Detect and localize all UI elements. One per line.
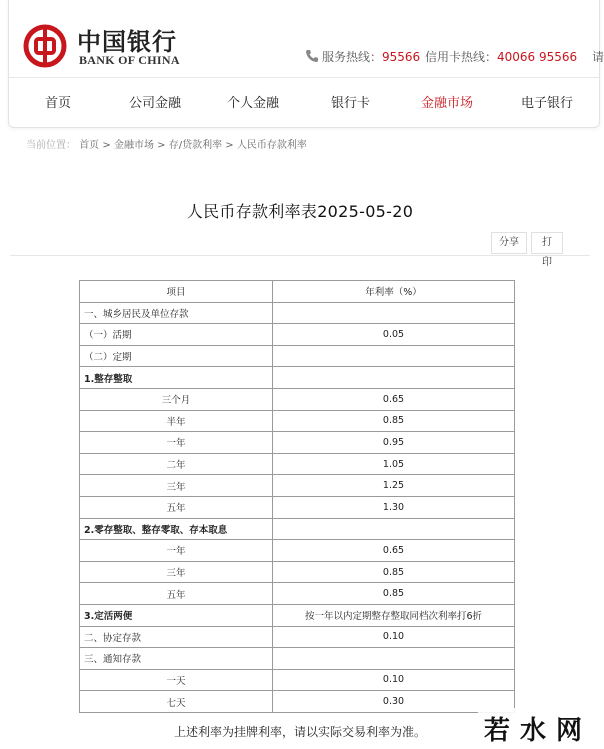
- table-header-row: [80, 281, 515, 303]
- header-divider: [9, 77, 599, 78]
- row-name: （一）活期: [80, 324, 273, 346]
- row-rate: 0.85: [273, 583, 515, 605]
- breadcrumb-current: 人民币存款利率: [236, 140, 307, 151]
- row-name: 二年: [80, 453, 273, 475]
- row-rate: 0.30: [273, 691, 515, 713]
- table-row: [80, 496, 515, 518]
- breadcrumb-prefix: 当前位置：: [26, 140, 76, 151]
- bank-logo[interactable]: [23, 18, 233, 74]
- credit-hotline-label: 信用卡热线：: [425, 50, 498, 64]
- header-annual-rate: 年利率（%）: [273, 281, 515, 303]
- row-name: 三、通知存款: [80, 648, 273, 670]
- table-row: [80, 604, 515, 626]
- credit-hotline-number[interactable]: 40066 95566: [497, 50, 578, 64]
- table-row: [80, 475, 515, 497]
- service-hotline: [305, 48, 420, 65]
- phone-icon: [305, 49, 319, 63]
- breadcrumb-rates[interactable]: 存/贷款利率: [168, 140, 223, 151]
- nav-item-corporate[interactable]: 公司金融: [129, 96, 182, 111]
- service-hotline-number[interactable]: 95566: [382, 50, 421, 64]
- main-nav: [9, 92, 601, 114]
- breadcrumb-home[interactable]: 首页: [79, 140, 100, 151]
- table-row: [80, 583, 515, 605]
- row-name: 半年: [80, 410, 273, 432]
- credit-card-hotline: [425, 48, 577, 65]
- page-title: 人民币存款利率表2025-05-20: [186, 202, 414, 221]
- table-row: [80, 561, 515, 583]
- row-name: 一天: [80, 669, 273, 691]
- row-rate: 0.65: [273, 540, 515, 562]
- watermark-text: 若水网: [484, 716, 593, 746]
- service-hotline-label: 服务热线：: [322, 50, 383, 64]
- row-rate: 0.10: [273, 669, 515, 691]
- boc-logo-icon: [23, 24, 67, 68]
- table-row: [80, 410, 515, 432]
- row-name: （二）定期: [80, 345, 273, 367]
- row-name: 二、协定存款: [80, 626, 273, 648]
- row-rate: [273, 302, 515, 324]
- row-rate: [273, 518, 515, 540]
- table-row: [80, 669, 515, 691]
- row-rate: 1.30: [273, 496, 515, 518]
- row-rate: 0.85: [273, 561, 515, 583]
- breadcrumb-separator: >: [102, 140, 111, 151]
- table-row: [80, 345, 515, 367]
- site-header: [8, 0, 604, 128]
- title-divider: [10, 255, 590, 256]
- row-name: 三年: [80, 475, 273, 497]
- share-button[interactable]: 分享: [491, 232, 527, 254]
- nav-item-financial-markets[interactable]: 金融市场: [421, 96, 474, 111]
- row-name: 五年: [80, 496, 273, 518]
- print-button[interactable]: 打印: [531, 232, 563, 254]
- row-rate: 1.25: [273, 475, 515, 497]
- row-rate: 0.85: [273, 410, 515, 432]
- row-rate: 按一年以内定期整存整取同档次利率打6折: [273, 604, 515, 626]
- row-rate: [273, 648, 515, 670]
- row-rate: 0.10: [273, 626, 515, 648]
- table-row: [80, 367, 515, 389]
- row-name: 三年: [80, 561, 273, 583]
- table-row: [80, 540, 515, 562]
- nav-item-cards[interactable]: 银行卡: [331, 96, 371, 111]
- row-name: 1.整存整取: [80, 367, 273, 389]
- breadcrumb-financial-markets[interactable]: 金融市场: [113, 140, 154, 151]
- row-name: 一年: [80, 540, 273, 562]
- table-row: [80, 302, 515, 324]
- nav-item-personal[interactable]: 个人金融: [227, 96, 280, 111]
- table-row: [80, 626, 515, 648]
- row-rate: [273, 345, 515, 367]
- table-row: [80, 648, 515, 670]
- logo-english-name: BANK OF CHINA: [79, 53, 180, 67]
- nav-item-e-banking[interactable]: 电子银行: [521, 96, 574, 111]
- deposit-rate-table: [79, 280, 515, 713]
- footer-note: 上述利率为挂牌利率，请以实际交易利率为准。: [173, 725, 426, 739]
- table-row: [80, 388, 515, 410]
- table-row: [80, 518, 515, 540]
- row-rate: 0.65: [273, 388, 515, 410]
- row-name: 三个月: [80, 388, 273, 410]
- breadcrumb-separator: >: [225, 140, 234, 151]
- breadcrumb: [26, 136, 307, 151]
- row-name: 一、城乡居民及单位存款: [80, 302, 273, 324]
- breadcrumb-separator: >: [157, 140, 166, 151]
- logo-chinese-name: 中国银行: [77, 27, 177, 56]
- table-row: [80, 324, 515, 346]
- header-cut-link[interactable]: 请: [592, 50, 604, 64]
- row-name: 一年: [80, 432, 273, 454]
- row-name: 五年: [80, 583, 273, 605]
- row-rate: 0.95: [273, 432, 515, 454]
- table-row: [80, 691, 515, 713]
- row-rate: 0.05: [273, 324, 515, 346]
- row-name: 3.定活两便: [80, 604, 273, 626]
- row-rate: [273, 367, 515, 389]
- row-name: 2.零存整取、整存零取、存本取息: [80, 518, 273, 540]
- header-item: 项目: [80, 281, 273, 303]
- watermark: [478, 708, 598, 749]
- table-row: [80, 453, 515, 475]
- nav-item-home[interactable]: 首页: [45, 96, 72, 111]
- row-rate: 1.05: [273, 453, 515, 475]
- table-row: [80, 432, 515, 454]
- row-name: 七天: [80, 691, 273, 713]
